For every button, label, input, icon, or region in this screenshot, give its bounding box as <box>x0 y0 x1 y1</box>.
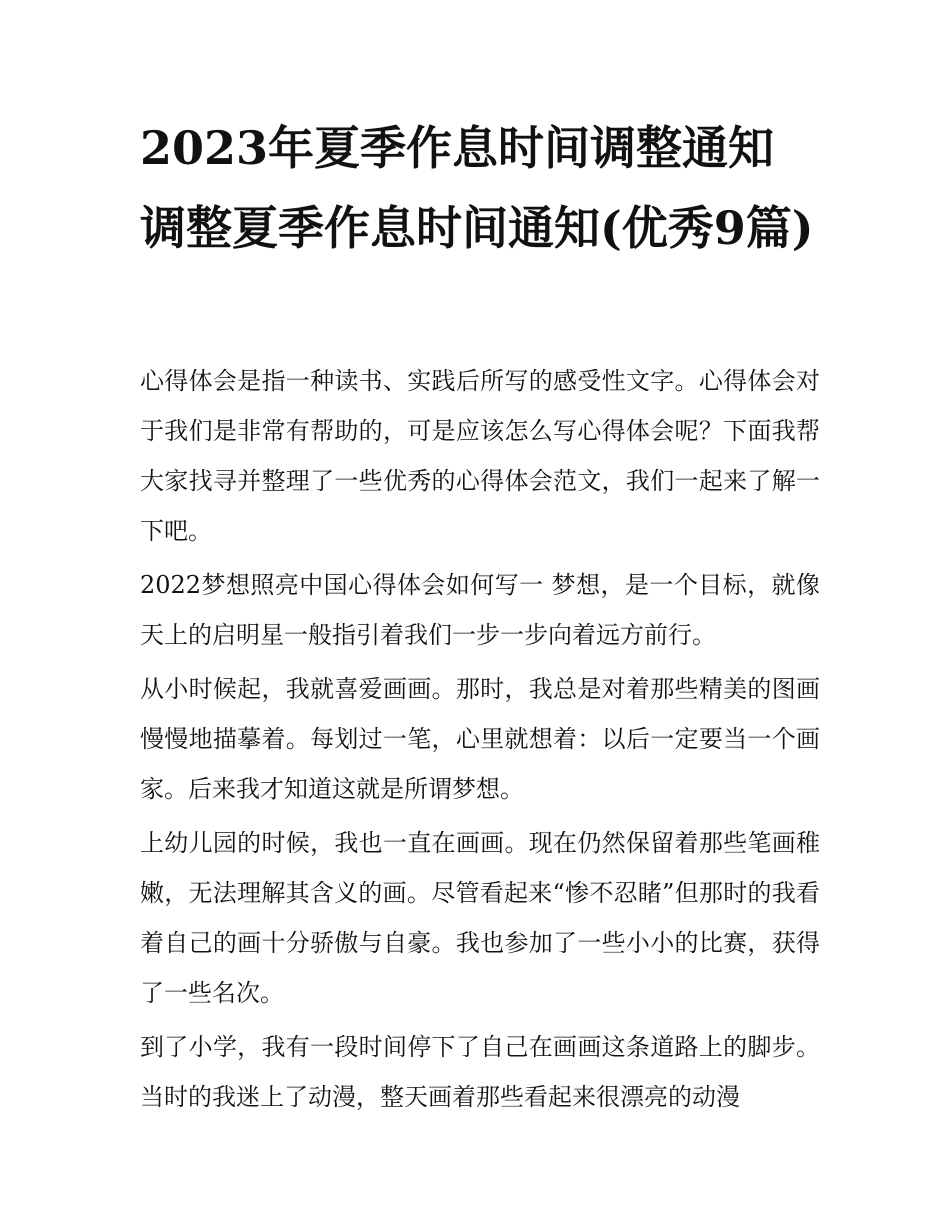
paragraph: 2022梦想照亮中国心得体会如何写一 梦想，是一个目标，就像天上的启明星一般指引着我们一步一步向着远方前行。 <box>140 571 820 649</box>
document-title: 2023年夏季作息时间调整通知 调整夏季作息时间通知(优秀9篇) <box>140 121 814 255</box>
document-body <box>140 356 820 1126</box>
paragraph: 到了小学，我有一段时间停下了自己在画画这条道路上的脚步。当时的我迷上了动漫，整天画着那些看起来很漂亮的动漫 <box>140 1033 820 1111</box>
paragraph: 心得体会是指一种读书、实践后所写的感受性文字。心得体会对于我们是非常有帮助的，可是应该怎么写心得体会呢？下面我帮大家找寻并整理了一些优秀的心得体会范文，我们一起来了解一下吧。 <box>140 367 820 545</box>
paragraph: 上幼儿园的时候，我也一直在画画。现在仍然保留着那些笔画稚嫩，无法理解其含义的画。尽管看起来“惨不忍睹”但那时的我看着自己的画十分骄傲与自豪。我也参加了一些小小的比赛，获得了一些名次。 <box>140 829 820 1007</box>
paragraph: 从小时候起，我就喜爱画画。那时，我总是对着那些精美的图画慢慢地描摹着。每划过一笔，心里就想着：以后一定要当一个画家。后来我才知道这就是所谓梦想。 <box>140 675 820 803</box>
